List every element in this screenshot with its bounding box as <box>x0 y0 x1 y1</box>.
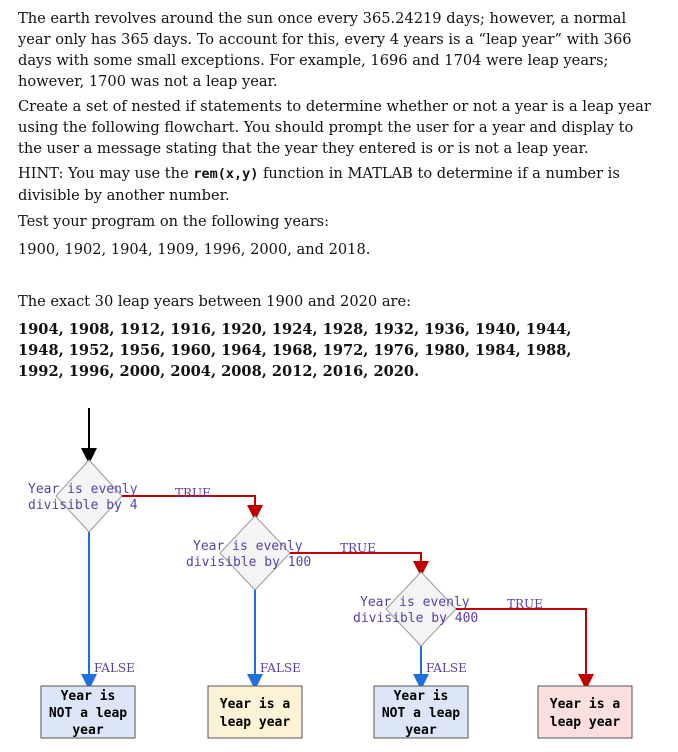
hint-code: rem(x,y) <box>193 166 259 182</box>
box1-line1: Year is <box>60 689 116 704</box>
box4-line1: Year is a <box>549 697 621 712</box>
outcome-box-leap-2 <box>538 686 632 738</box>
false-label-2: FALSE <box>260 661 301 675</box>
task-paragraph: Create a set of nested if statements to determine whether or not a year is a leap year using the following flowchart. You should prompt the user for a year and display to the user a message stating that the year they entered is or is not a leap year. <box>18 98 651 157</box>
false-label-3: FALSE <box>426 661 467 675</box>
decision3-label-line1: Year is evenly <box>360 595 470 610</box>
decision1-label-line1: Year is evenly <box>28 482 138 497</box>
true-label-3: TRUE <box>507 597 543 611</box>
true-label-2: TRUE <box>340 541 376 555</box>
false-label-1: FALSE <box>94 661 135 675</box>
box1-line2: NOT a leap <box>48 706 128 721</box>
box4-line2: leap year <box>549 715 621 730</box>
box3-line3: year <box>405 723 437 738</box>
decision2-label-line1: Year is evenly <box>193 539 303 554</box>
leap-years-list: 1904, 1908, 1912, 1916, 1920, 1924, 1928, 1932, 1936, 1940, 1944, 1948, 1952, 1956, 1960, 1964, 1968, 1972, 1976, 1980, 1984, 1988, 1992, 1996, 2000, 2004, 2008, 2012, 2016, 2020. <box>18 321 572 380</box>
decision1-label-line2: divisible by 4 <box>28 498 138 513</box>
hint-text-after: function in MATLAB to determine if a number is divisible by another number. <box>18 165 620 204</box>
true-label-1: TRUE <box>175 486 211 500</box>
box3-line2: NOT a leap <box>381 706 461 721</box>
decision3-label-line2: divisible by 400 <box>353 611 479 626</box>
test-years: 1900, 1902, 1904, 1909, 1996, 2000, and 2018. <box>18 241 371 258</box>
box2-line1: Year is a <box>219 697 291 712</box>
hint-text-before: HINT: You may use the <box>18 165 194 182</box>
exact-heading: The exact 30 leap years between 1900 and 2020 are: <box>18 293 412 310</box>
box2-line2: leap year <box>219 715 291 730</box>
box3-line1: Year is <box>393 689 449 704</box>
box1-line3: year <box>72 723 104 738</box>
decision2-label-line2: divisible by 100 <box>186 555 312 570</box>
outcome-box-leap-1 <box>208 686 302 738</box>
intro-paragraph: The earth revolves around the sun once every 365.24219 days; however, a normal year only has 365 days. To account for this, every 4 years is a “leap year” with 366 days with some small exceptions. For example, 1696 and 1704 were leap years; however, 1700 was not a leap year. <box>18 10 632 90</box>
test-prompt: Test your program on the following years: <box>18 213 330 230</box>
